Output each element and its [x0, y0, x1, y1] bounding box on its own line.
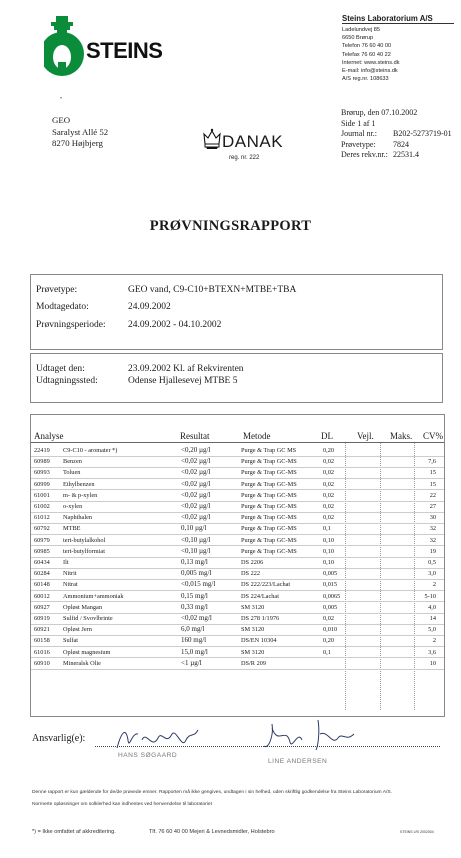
cell-code: 60993 — [34, 469, 50, 477]
cell-dl: 0,1 — [323, 525, 331, 533]
cell-name: Ammonium+ammoniak — [63, 592, 124, 600]
table-row — [31, 535, 444, 546]
cell-code: 60158 — [34, 637, 50, 645]
cell-dl: 0,10 — [323, 547, 335, 555]
cell-code: 60927 — [34, 603, 50, 611]
cell-cv: 7,6 — [428, 458, 436, 466]
cell-res: <0,02 µg/l — [181, 513, 211, 522]
cell-met: SM 3120 — [241, 648, 265, 656]
cell-res: <0,10 µg/l — [181, 535, 211, 544]
lab-line: E-mail: info@steins.dk — [342, 68, 398, 75]
recipient-line: Saralyst Allé 52 — [52, 126, 109, 137]
cell-code: 61016 — [34, 648, 50, 656]
sampling-value: 23.09.2002 Kl. af Rekvirenten — [128, 364, 244, 374]
page-number: Side 1 af 1 — [341, 118, 376, 128]
place-date: Brørup, den 07.10.2002 — [341, 108, 418, 117]
info-key: Journal nr.: — [341, 129, 377, 139]
cell-res: <0,015 mg/l — [181, 580, 216, 589]
footer-disclaimer: Denne rapport er kun gældende for de/de prøvede emner. Rapporten må ikke gengives, undtagen i sin helhed, uden skriftlig godkendelse fra Steins Laboratorium A/S. — [32, 790, 392, 795]
cell-res: <0,02 µg/l — [181, 490, 211, 499]
recipient-address — [52, 115, 108, 150]
table-row — [31, 579, 444, 590]
info-row — [341, 129, 452, 140]
lab-line: Telefax 76 60 40 22 — [342, 51, 391, 58]
danak-reg: reg. nr. 222 — [229, 155, 260, 161]
cell-cv: 2 — [432, 581, 436, 589]
cell-name: Sulfid / Svovlbrinte — [63, 615, 113, 622]
signature-1-name: HANS SØGAARD — [118, 752, 178, 759]
cell-cv: 3,6 — [428, 648, 436, 656]
cell-name: Mineralsk Olie — [63, 659, 101, 667]
cell-cv: 32 — [429, 525, 436, 533]
cell-met: Purge & Trap GC-MS — [241, 547, 297, 555]
cell-code: 60012 — [34, 592, 50, 600]
cell-cv: 30 — [429, 514, 436, 522]
table-row — [31, 624, 444, 635]
cell-met: SM 3120 — [241, 603, 265, 611]
cell-dl: 0,010 — [323, 626, 338, 634]
cell-cv: 15 — [429, 469, 436, 477]
cell-code: 60919 — [34, 615, 50, 622]
cell-cv: 10 — [429, 659, 436, 667]
footer-accreditation-note: *) = Ikke omfattet af akkreditering. — [32, 829, 116, 835]
cell-met: Purge & Trap GC-MS — [241, 536, 297, 544]
info-row — [341, 140, 452, 151]
lab-line: Ladelundvej 85 — [342, 27, 380, 33]
cell-dl: 0,20 — [323, 447, 335, 454]
cell-cv: 0,5 — [428, 559, 436, 566]
cell-met: Purge & Trap GC-MS — [241, 514, 297, 522]
sample-value: 24.09.2002 — [128, 302, 171, 312]
cell-res: 15,0 mg/l — [181, 647, 208, 656]
lab-address — [342, 26, 400, 83]
cell-res: 0,33 mg/l — [181, 602, 208, 611]
punch-mark: • — [60, 96, 63, 102]
cell-met: DS 2206 — [241, 559, 264, 566]
footer-contact: Tlf. 76 60 40 00 Mejeri & Levnedsmidler, Holstebro — [149, 829, 275, 835]
cell-code: 61002 — [34, 503, 50, 510]
cell-code: 60921 — [34, 626, 50, 634]
danak-logo: DANAK — [222, 132, 284, 151]
page-title: PRØVNINGSRAPPORT — [149, 218, 312, 234]
row-separator — [31, 669, 444, 670]
table-row — [31, 467, 444, 478]
lab-line: Telefon 76 60 40 00 — [342, 43, 392, 50]
crown-icon — [203, 128, 221, 150]
cell-code: 60985 — [34, 547, 50, 555]
cell-code: 60284 — [34, 570, 50, 578]
cell-dl: 0,02 — [323, 469, 335, 477]
cell-dl: 0,005 — [323, 570, 338, 578]
cell-dl: 0,10 — [323, 559, 335, 566]
footer-code: STEINS LRI 2002004 — [400, 830, 434, 834]
cell-dl: 0,015 — [323, 581, 338, 589]
report-info — [341, 108, 452, 161]
cell-met: Purge & Trap GC MS — [241, 447, 297, 454]
cell-cv: 14 — [429, 615, 436, 622]
cell-met: DS/EN 10304 — [241, 637, 277, 645]
table-header-rule — [31, 442, 444, 443]
sampling-key: Udtaget den: — [36, 364, 85, 374]
cell-code: 60434 — [34, 559, 50, 566]
cell-res: <0,20 µg/l — [181, 446, 211, 454]
cell-cv: 22 — [429, 491, 436, 499]
cell-dl: 0,02 — [323, 514, 335, 522]
cell-name: Opløst magnesium — [63, 648, 111, 656]
table-row — [31, 490, 444, 501]
cell-met: DS 278 1/1976 — [241, 615, 280, 622]
cell-dl: 0,02 — [323, 491, 335, 499]
cell-res: <0,02 µg/l — [181, 502, 211, 510]
cell-name: C9-C10 - aromater *) — [63, 447, 118, 454]
cell-dl: 0,02 — [323, 503, 335, 510]
cell-dl: 0,005 — [323, 603, 338, 611]
col-header-cv: CV% — [423, 431, 443, 441]
responsible-label: Ansvarlig(e): — [32, 733, 86, 744]
cell-res: 0,15 mg/l — [181, 591, 208, 600]
col-header-method: Metode — [243, 431, 271, 441]
table-row — [31, 658, 444, 669]
table-row — [31, 501, 444, 512]
table-row — [31, 568, 444, 579]
info-key: Deres rekv.nr.: — [341, 150, 388, 160]
cell-cv: 5-10 — [424, 592, 436, 600]
cell-met: DS 224/Lachat — [241, 592, 279, 600]
table-row — [31, 647, 444, 658]
cell-cv: 2 — [432, 637, 436, 645]
cell-name: Nitrit — [63, 570, 77, 578]
cell-name: Opløst Mangan — [63, 603, 103, 611]
cell-name: tert-butylformiat — [63, 547, 105, 555]
info-value: 22531.4 — [393, 150, 419, 160]
cell-cv: 4,0 — [428, 603, 436, 611]
cell-name: o-xylen — [63, 503, 83, 510]
cell-code: 60999 — [34, 480, 50, 488]
recipient-line: GEO — [52, 115, 71, 125]
recipient-line: 8270 Højbjerg — [52, 138, 103, 148]
logo-wordmark: STEINS — [86, 38, 163, 63]
cell-met: Purge & Trap GC-MS — [241, 491, 297, 499]
cell-res: <0,02 µg/l — [181, 457, 211, 466]
cell-code: 60979 — [34, 536, 50, 544]
cell-cv: 5,0 — [428, 626, 436, 634]
cell-met: DS/R 209 — [241, 659, 267, 667]
sample-key: Prøvningsperiode: — [36, 320, 106, 330]
col-header-guideline: Vejl. — [357, 431, 374, 441]
cell-dl: 0,10 — [323, 536, 335, 544]
info-row — [341, 150, 452, 161]
table-row — [31, 602, 444, 613]
cell-res: 160 mg/l — [181, 636, 207, 645]
cell-dl: 0,0065 — [323, 592, 341, 600]
table-row — [31, 546, 444, 557]
cell-dl: 0,1 — [323, 648, 331, 656]
table-row — [31, 512, 444, 523]
cell-res: <0,02 µg/l — [181, 479, 211, 488]
table-row — [31, 591, 444, 602]
cell-name: tert-butylalkohol — [63, 536, 106, 544]
table-row — [31, 445, 444, 456]
table-row — [31, 557, 444, 568]
cell-code: 60989 — [34, 458, 50, 466]
cell-name: Opløst Jern — [63, 626, 92, 634]
cell-name: Sulfat — [63, 637, 79, 645]
cell-name: Naphthalen — [63, 514, 93, 522]
lab-name: Steins Laboratorium A/S — [342, 14, 433, 23]
col-header-max: Maks. — [390, 431, 413, 441]
cell-met: Purge & Trap GC-MS — [241, 525, 297, 533]
footer-note: Normerte opløsninger om solklerhed kan indhentes ved henvendelse til laboratoriet — [32, 802, 212, 807]
cell-cv: 3,0 — [428, 570, 436, 578]
cell-met: SM 3120 — [241, 626, 265, 634]
lab-line: A/S reg.nr. 108633 — [342, 76, 389, 83]
cell-code: 60910 — [34, 659, 50, 667]
cell-dl: 0,02 — [323, 458, 335, 466]
sampling-value: Odense Hjallesevej MTBE 5 — [128, 376, 238, 386]
cell-res: 0,10 µg/l — [181, 524, 207, 533]
cell-name: Benzen — [63, 458, 82, 466]
cell-name: MTBE — [63, 525, 81, 533]
sample-value: 24.09.2002 - 04.10.2002 — [128, 320, 222, 330]
table-row — [31, 456, 444, 467]
info-key: Prøvetype: — [341, 139, 376, 149]
cell-met: Purge & Trap GC-MS — [241, 480, 297, 488]
col-header-dl: DL — [321, 431, 333, 441]
cell-met: DS 222/223/Lachat — [241, 581, 291, 589]
table-row — [31, 635, 444, 646]
cell-res: <0,02 mg/l — [181, 614, 212, 622]
table-row — [31, 523, 444, 534]
cell-name: Nitrat — [63, 581, 78, 589]
cell-name: Ilt — [63, 559, 69, 566]
cell-cv: 32 — [429, 536, 436, 544]
lab-divider — [342, 23, 454, 24]
table-row — [31, 613, 444, 624]
col-header-analyse: Analyse — [34, 431, 64, 441]
cell-name: Toluen — [63, 469, 81, 477]
cell-code: 60792 — [34, 525, 50, 533]
table-row — [31, 479, 444, 490]
cell-met: Purge & Trap GC-MS — [241, 469, 297, 477]
lab-line: 6650 Brørup — [342, 35, 374, 42]
cell-met: Purge & Trap GC-MS — [241, 503, 297, 510]
info-value: B202-5273719-01 — [393, 129, 452, 139]
cell-res: <0,02 µg/l — [181, 468, 211, 477]
cell-res: <0,10 µg/l — [181, 546, 211, 555]
lab-line: Internet: www.steins.dk — [342, 59, 400, 66]
cell-dl: 0,02 — [323, 480, 335, 488]
cell-cv: 19 — [429, 547, 436, 555]
cell-code: 61012 — [34, 514, 50, 522]
cell-met: Purge & Trap GC-MS — [241, 458, 297, 466]
cell-name: Ethylbenzen — [63, 480, 95, 488]
cell-met: DS 222 — [241, 570, 261, 578]
cell-code: 22419 — [34, 447, 50, 454]
cell-cv: 27 — [429, 503, 436, 510]
sampling-key: Udtagningssted: — [36, 376, 98, 386]
cell-name: m- & p-xylen — [63, 491, 98, 499]
signature-2-name: LINE ANDERSEN — [268, 758, 328, 765]
sample-value: GEO vand, C9-C10+BTEXN+MTBE+TBA — [128, 285, 297, 295]
cell-res: 0,005 mg/l — [181, 569, 212, 578]
cell-dl: 0,02 — [323, 615, 335, 622]
sample-key: Prøvetype: — [36, 285, 78, 295]
cell-dl: 0,20 — [323, 637, 335, 645]
sample-key: Modtagedato: — [36, 302, 89, 312]
cell-res: 6,0 mg/l — [181, 625, 205, 634]
cell-cv: 15 — [429, 480, 436, 488]
cell-res: <1 µg/l — [181, 658, 202, 667]
col-header-result: Resultat — [180, 431, 210, 441]
info-value: 7824 — [393, 139, 409, 149]
signature-2-icon — [262, 716, 362, 758]
cell-code: 60148 — [34, 581, 50, 589]
cell-res: 0,13 mg/l — [181, 558, 208, 566]
cell-code: 61001 — [34, 491, 50, 499]
